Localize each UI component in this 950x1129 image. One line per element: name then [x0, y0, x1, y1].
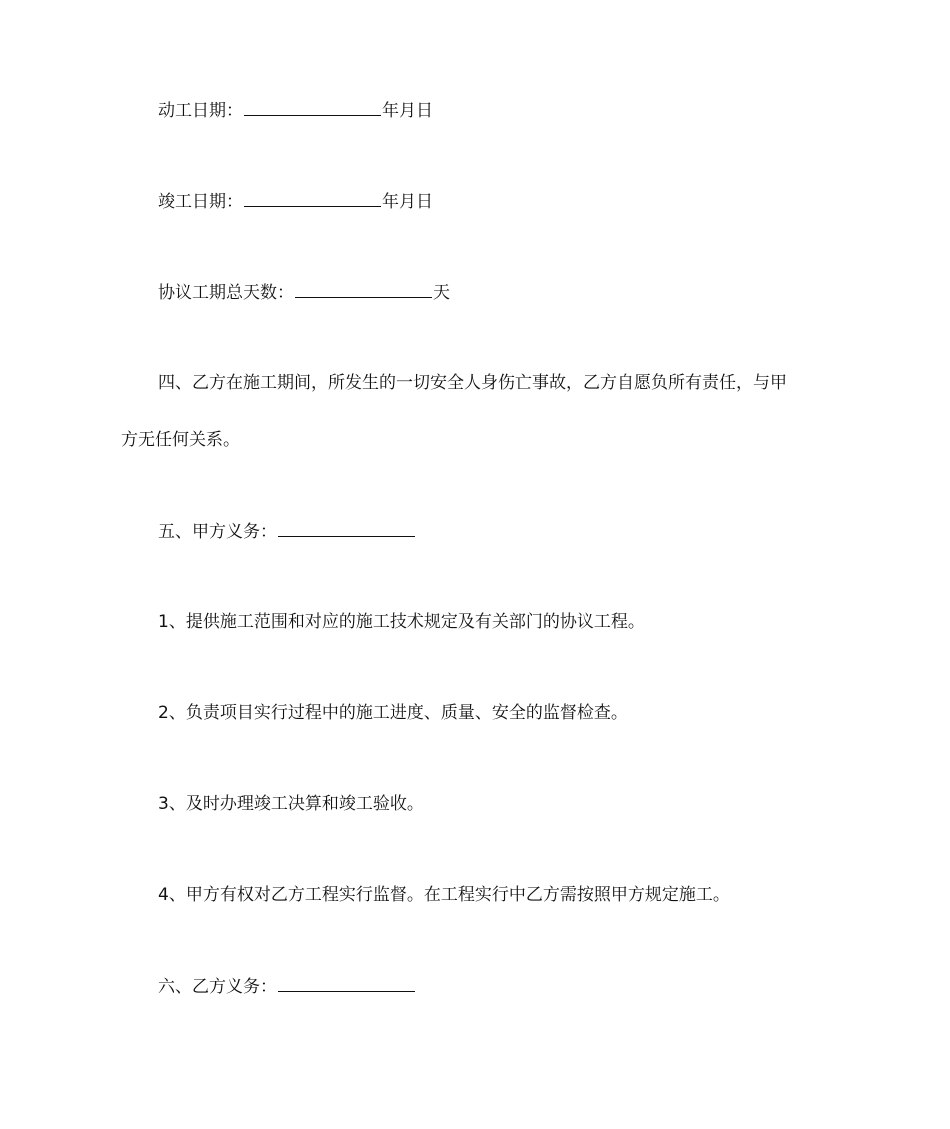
total-days-line [158, 280, 450, 305]
clause-five-heading: 五、甲方义务： [158, 522, 277, 542]
completion-date-label: 竣工日期： [158, 192, 243, 212]
total-days-blank[interactable] [295, 280, 432, 298]
completion-date-suffix: 年月日 [382, 192, 433, 212]
total-days-label: 协议工期总天数： [158, 283, 294, 303]
clause-six-heading-line [158, 974, 416, 999]
clause-six-blank[interactable] [278, 974, 415, 992]
total-days-suffix: 天 [433, 283, 450, 303]
clause-four-line1: 四、乙方在施工期间，所发生的一切安全人身伤亡事故，乙方自愿负所有责任，与甲 [158, 373, 787, 393]
start-date-label: 动工日期： [158, 101, 243, 121]
completion-date-blank[interactable] [244, 189, 381, 207]
clause-five-blank[interactable] [278, 519, 415, 537]
clause-five-item-3: 3、及时办理竣工决算和竣工验收。 [158, 794, 424, 814]
clause-six-heading: 六、乙方义务： [158, 977, 277, 997]
clause-five-item-2: 2、负责项目实行过程中的施工进度、质量、安全的监督检查。 [158, 703, 628, 723]
completion-date-line [158, 189, 433, 214]
clause-five-item-4: 4、甲方有权对乙方工程实行监督。在工程实行中乙方需按照甲方规定施工。 [158, 885, 730, 905]
start-date-blank[interactable] [244, 98, 381, 116]
clause-five-item-1: 1、提供施工范围和对应的施工技术规定及有关部门的协议工程。 [158, 612, 645, 632]
start-date-line [158, 98, 433, 123]
clause-four-line2: 方无任何关系。 [121, 430, 240, 450]
clause-five-heading-line [158, 519, 416, 544]
start-date-suffix: 年月日 [382, 101, 433, 121]
